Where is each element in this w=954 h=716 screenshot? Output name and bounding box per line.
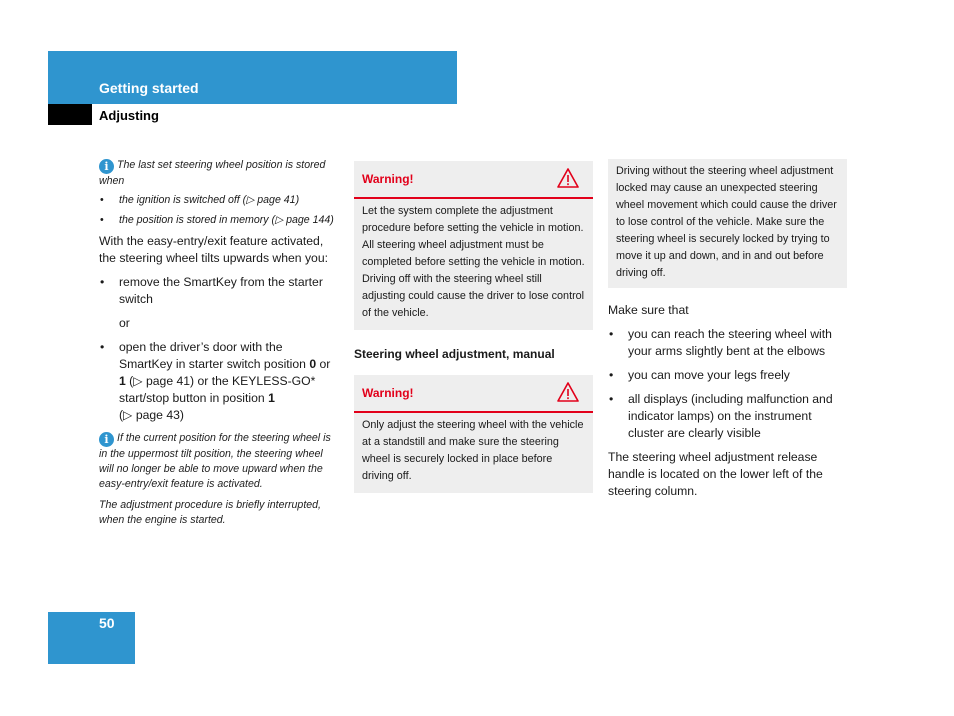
list-item: • you can move your legs freely: [608, 367, 847, 384]
warning-triangle-icon: [557, 167, 579, 189]
info-note-text: If the current position for the steering wheel is in the uppermost tilt position, the steering wheel will no longer be able to move upward when the easy-entry/exit feature is activated.: [99, 432, 331, 490]
subsection-title: Adjusting: [99, 108, 159, 123]
info-note: The adjustment procedure is briefly interrupted, when the engine is started.: [99, 499, 321, 526]
warning-text: Let the system complete the adjustment procedure before setting the vehicle in motion. All steering wheel adjustment must be completed before setting the vehicle in motion. Driving off with the steering wheel still adjusting could cause the driver to lose control of the vehicle.: [362, 205, 585, 319]
info-note: [99, 158, 339, 189]
header-band: [48, 51, 457, 104]
page-reference: (▷ page 43): [119, 408, 184, 422]
warning-title: Warning!: [362, 172, 414, 186]
list-item: • the ignition is switched off (▷ page 41): [99, 193, 339, 208]
info-icon: i: [99, 432, 114, 447]
section-title: Getting started: [99, 80, 199, 96]
position-value: 1: [268, 391, 275, 405]
list-item: [99, 339, 339, 424]
bullet-list: [99, 274, 339, 308]
warning-box: [354, 161, 593, 330]
column-left: [99, 158, 339, 528]
list-item: • remove the SmartKey from the starter switch: [99, 274, 339, 308]
position-value: 1: [119, 374, 126, 388]
section-tab-marker: [48, 104, 92, 125]
warning-text: Only adjust the steering wheel with the vehicle at a standstill and make sure the steering wheel is securely locked in place before driving off.: [362, 419, 584, 482]
or-text: or: [119, 316, 130, 330]
text-segment: (▷ page 41) or the KEYLESS-GO* start/stop button in position: [119, 374, 316, 405]
info-note: [99, 431, 339, 492]
info-icon: i: [99, 159, 114, 174]
warning-triangle-icon: [557, 381, 579, 403]
list-item: • all displays (including malfunction and indicator lamps) on the instrument cluster are clearly visible: [608, 391, 847, 442]
make-sure-text: Make sure that: [608, 303, 689, 317]
intro-paragraph: With the easy-entry/exit feature activated, the steering wheel tilts upwards when you:: [99, 234, 328, 265]
warning-box: [354, 375, 593, 493]
warning-text: Driving without the steering wheel adjustment locked may cause an unexpected steering wheel movement which could cause the driver to lose control of the vehicle. Make sure the steering wheel is securely locked by trying to move it up and down, and in and out before driving off.: [616, 165, 837, 279]
text-segment: or: [316, 357, 331, 371]
page-number: 50: [99, 615, 115, 631]
page-number-band: [48, 612, 135, 664]
column-right: [608, 159, 847, 500]
warning-title: Warning!: [362, 386, 414, 400]
bullet-list: [608, 326, 847, 442]
subsection-heading: Steering wheel adjustment, manual: [354, 347, 555, 361]
bullet-list: [99, 339, 339, 424]
note-bullet-list: [99, 193, 339, 228]
warning-continuation-box: [608, 159, 847, 288]
closing-paragraph: The steering wheel adjustment release handle is located on the lower left of the steering column.: [608, 450, 823, 498]
warning-header: [354, 161, 593, 199]
text-segment: open the driver’s door with the SmartKey in starter switch position: [119, 340, 310, 371]
list-item: • the position is stored in memory (▷ page 144): [99, 213, 339, 228]
column-middle: [354, 161, 593, 493]
warning-header: [354, 375, 593, 413]
position-value: 0: [309, 357, 317, 371]
list-item: • you can reach the steering wheel with your arms slightly bent at the elbows: [608, 326, 847, 360]
info-note-text: The last set steering wheel position is stored when: [99, 159, 326, 187]
